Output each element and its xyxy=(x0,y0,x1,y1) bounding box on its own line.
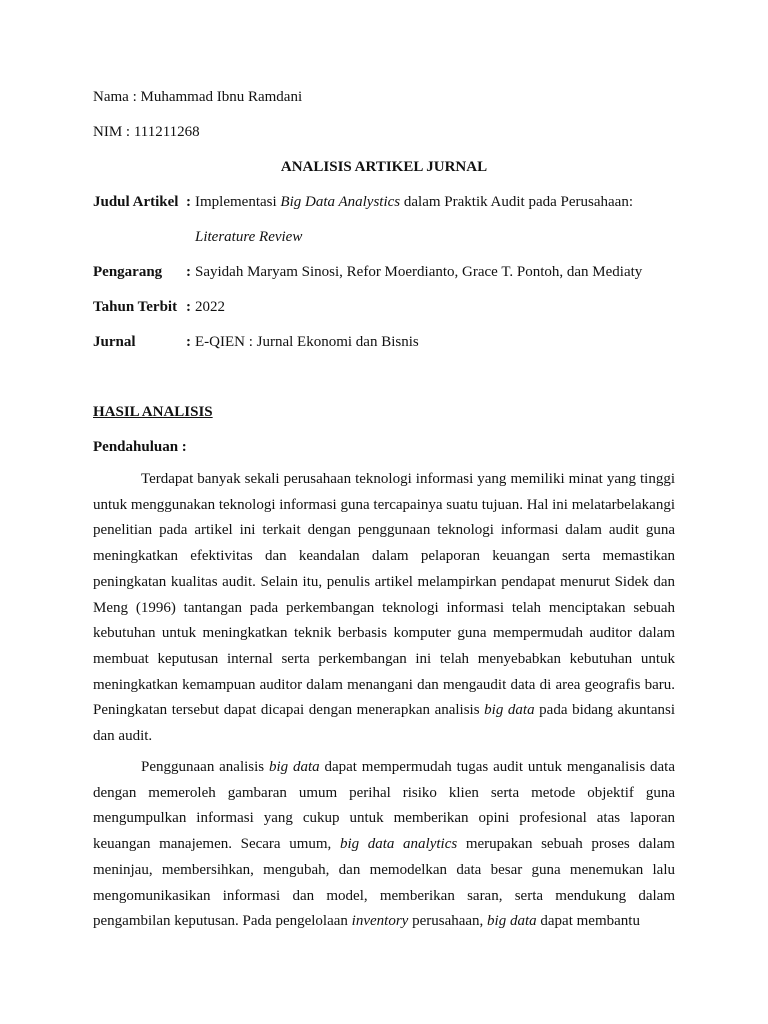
p2-italic-d: big data xyxy=(487,913,537,930)
document-title: ANALISIS ARTIKEL JURNAL xyxy=(280,159,488,175)
p2-text-a: Penggunaan analisis xyxy=(141,759,269,775)
p2-italic-b: big data analytics xyxy=(339,836,458,853)
judul-post: dalam Praktik Audit pada Perusahaan: xyxy=(400,194,633,210)
p2-text-e: dapat membantu xyxy=(536,913,640,930)
tahun-value: 2022 xyxy=(195,299,225,315)
judul-colon: : xyxy=(186,194,191,210)
p2-italic-a: big data xyxy=(268,759,320,775)
p2-text-c: merupakan sebuah proses dalam meninjau, membersihkan, mengubah, dan memodelkan data besar guna menemukan lalu mengomunikasikan informasi dan model, memberikan saran, serta mendukung dalam pengambilan keputusan. Pada pengelolaan xyxy=(93,836,675,930)
section-heading: HASIL ANALISIS xyxy=(93,404,213,420)
pengarang-label: Pengarang xyxy=(93,264,163,280)
pengarang-colon: : xyxy=(186,264,191,280)
judul-value xyxy=(195,192,633,212)
paragraph-1 xyxy=(93,467,675,750)
judul-pre: Implementasi xyxy=(195,194,281,210)
paragraph-2 xyxy=(93,755,675,935)
p2-text-b: dapat mempermudah tugas audit untuk menganalisis data dengan memeroleh gambaran umum perihal risiko klien serta metode objektif guna mengumpulkan informasi yang cukup untuk memberikan opini profesional atas laporan keuangan manajemen. Secara umum, xyxy=(93,759,676,853)
student-nim: NIM : 111211268 xyxy=(93,124,200,140)
tahun-label: Tahun Terbit xyxy=(93,299,178,315)
p1-text-a: Terdapat banyak sekali perusahaan teknologi informasi yang memiliki minat yang tinggi untuk menggunakan teknologi informasi guna tercapainya suatu tujuan. Hal ini melatarbelakangi penelitian pada artikel ini terkait dengan penggunaan teknologi informasi dalam audit guna meningkatkan efektivitas dan keandalan dalam pelaporan keuangan serta memastikan peningkatan kualitas audit. Selain itu, penulis artikel melampirkan pendapat menurut Sidek dan Meng (1996) tantangan pada perkembangan teknologi informasi telah menciptakan sebuah kebutuhan untuk meningkatkan teknik berbasis komputer guna mempermudah auditor dalam membuat keputusan internal serta perkembangan ini telah menyebabkan kebutuhan untuk meningkatkan kemampuan auditor dalam menangani dan mengaudit data di area geografis baru. Peningkatan tersebut dapat dicapai dengan menerapkan analisis xyxy=(93,471,675,719)
jurnal-value: E-QIEN : Jurnal Ekonomi dan Bisnis xyxy=(195,334,419,350)
p2-italic-c: inventory xyxy=(351,913,409,930)
section-subheading: Pendahuluan : xyxy=(93,439,187,455)
jurnal-colon: : xyxy=(186,334,191,350)
judul-line2: Literature Review xyxy=(195,229,303,245)
student-name: Nama : Muhammad Ibnu Ramdani xyxy=(93,89,303,105)
p1-italic-a: big data xyxy=(484,702,535,719)
judul-italic: Big Data Analystics xyxy=(280,194,401,210)
judul-label: Judul Artikel xyxy=(93,194,179,210)
jurnal-label: Jurnal xyxy=(93,334,136,350)
tahun-colon: : xyxy=(186,299,191,315)
pengarang-value: Sayidah Maryam Sinosi, Refor Moerdianto, Grace T. Pontoh, dan Mediaty xyxy=(195,264,643,280)
p1-text-b: pada bidang akuntansi dan audit. xyxy=(93,702,675,745)
p2-text-d: perusahaan, xyxy=(408,913,488,930)
